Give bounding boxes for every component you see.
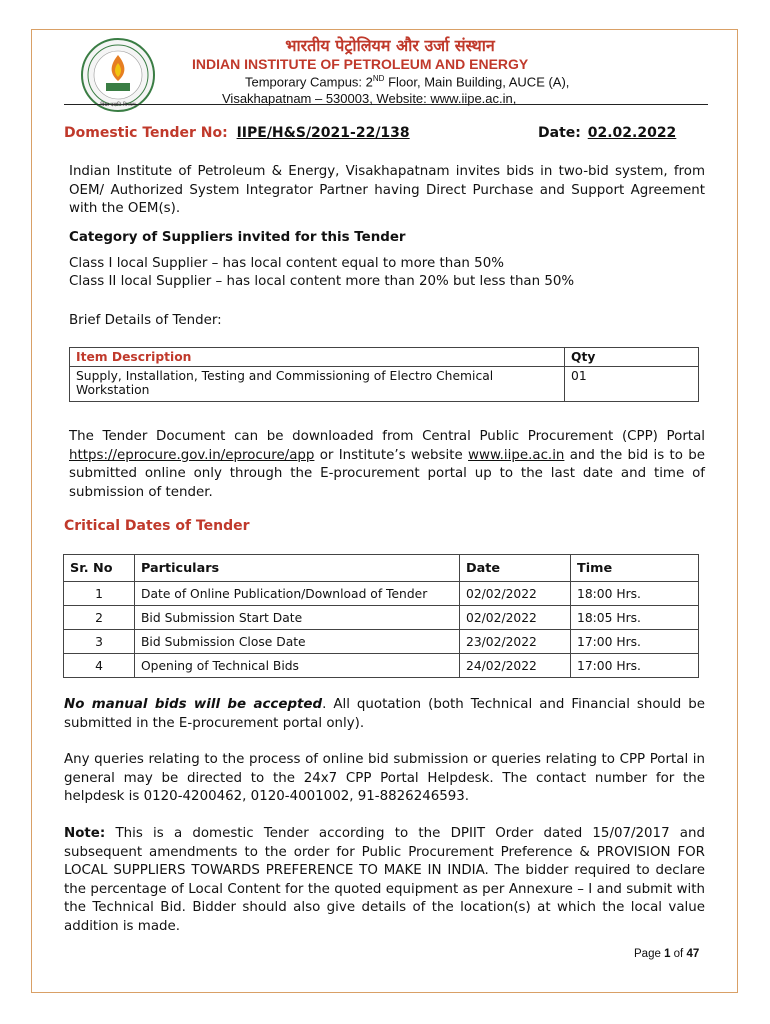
- manual-bids-paragraph: [64, 696, 705, 733]
- table-row: [64, 582, 699, 606]
- table-row: [64, 606, 699, 630]
- date: 02/02/2022: [460, 606, 571, 630]
- time: 18:00 Hrs.: [571, 582, 699, 606]
- download-paragraph: [69, 428, 705, 502]
- intro-paragraph: Indian Institute of Petroleum & Energy, Visakhapatnam invites bids in two-bid system, from OEM/ Authorized System Integrator Partner having Direct Purchase and Support Agreement with the OEM(s).: [69, 164, 705, 216]
- brief-details-label: Brief Details of Tender:: [69, 313, 222, 328]
- tender-number: [64, 125, 410, 141]
- tender-date-label: Date:: [538, 125, 581, 141]
- tender-number-label: Domestic Tender No:: [64, 125, 228, 141]
- date: 24/02/2022: [460, 654, 571, 678]
- page-total: 47: [686, 948, 700, 960]
- item-description-header: Item Description: [70, 348, 565, 367]
- qty-header: Qty: [565, 348, 699, 367]
- header-divider: [64, 104, 708, 105]
- logo-motto: विद्या ददाति विनयम्: [100, 102, 136, 108]
- cpp-portal-link[interactable]: https://eprocure.gov.in/eprocure/app: [69, 447, 315, 463]
- sr-no: 1: [64, 582, 135, 606]
- critical-dates-table: [63, 554, 699, 678]
- table-row: [64, 654, 699, 678]
- category-heading: Category of Suppliers invited for this Tender: [69, 230, 406, 245]
- note-paragraph: [64, 825, 705, 936]
- tender-date: [538, 125, 676, 141]
- download-text-mid: or Institute’s website: [314, 447, 469, 463]
- date-header: Date: [460, 555, 571, 582]
- critical-dates-heading: Critical Dates of Tender: [64, 518, 250, 534]
- particular: Bid Submission Close Date: [135, 630, 460, 654]
- page-word: Page: [634, 948, 665, 960]
- sr-no-header: Sr. No: [64, 555, 135, 582]
- sr-no: 3: [64, 630, 135, 654]
- time: 17:00 Hrs.: [571, 630, 699, 654]
- item-qty: 01: [565, 367, 699, 402]
- manual-bids-bold: No manual bids will be accepted: [64, 697, 323, 712]
- particular: Date of Online Publication/Download of Tender: [135, 582, 460, 606]
- date: 23/02/2022: [460, 630, 571, 654]
- institute-name: INDIAN INSTITUTE OF PETROLEUM AND ENERGY: [192, 56, 529, 72]
- class-1-supplier: Class I local Supplier – has local content equal to more than 50%: [69, 256, 504, 271]
- sr-no: 2: [64, 606, 135, 630]
- institute-website-link[interactable]: www.iipe.ac.in: [468, 447, 565, 463]
- items-table-header: [70, 348, 699, 367]
- date: 02/02/2022: [460, 582, 571, 606]
- dates-table-header: [64, 555, 699, 582]
- particular: Opening of Technical Bids: [135, 654, 460, 678]
- items-table: [69, 347, 699, 402]
- institute-logo: [80, 37, 156, 113]
- particulars-header: Particulars: [135, 555, 460, 582]
- download-text-pre: The Tender Document can be downloaded from Central Public Procurement (CPP) Portal: [69, 429, 705, 444]
- hindi-title: भारतीय पेट्रोलियम और उर्जा संस्थान: [285, 36, 495, 55]
- manual-bids-rest: . All quotation (both Technical and Financial should be submitted in the E-procurement portal only).: [64, 697, 705, 731]
- item-description: Supply, Installation, Testing and Commissioning of Electro Chemical Workstation: [70, 367, 565, 402]
- particular: Bid Submission Start Date: [135, 606, 460, 630]
- page-current: 1: [664, 948, 671, 960]
- address-sup: ND: [372, 74, 385, 83]
- address-post: Floor, Main Building, AUCE (A),: [384, 74, 570, 90]
- queries-paragraph: Any queries relating to the process of online bid submission or queries relating to CPP Portal in general may be directed to the 24x7 CPP Portal Helpdesk. The contact number for the helpdesk is 0120-4200462, 0120-4001002, 91-8826246593.: [64, 752, 705, 804]
- note-text: This is a domestic Tender according to the DPIIT Order dated 15/07/2017 and subsequent amendments to the order for Public Procurement Preference & PROVISION FOR LOCAL SUPPLIERS TOWARDS PREFERENCE TO MAKE IN INDIA. The bidder required to declare the percentage of Local Content for the quoted equipment as per Annexure – I and submit with the Technical Bid. Bidder should also give details of the location(s) at which the local value addition is made.: [64, 826, 705, 934]
- download-text-post: and the bid is to be submitted online only through the E-procurement portal up to the last date and time of submission of tender.: [69, 447, 705, 500]
- sr-no: 4: [64, 654, 135, 678]
- tender-date-value: 02.02.2022: [587, 125, 677, 141]
- note-label: Note:: [64, 826, 106, 841]
- page-number: [634, 948, 699, 960]
- address-line-2: Visakhapatnam – 530003, Website: www.iipe.ac.in,: [222, 91, 517, 106]
- page-of-word: of: [670, 948, 687, 960]
- time: 17:00 Hrs.: [571, 654, 699, 678]
- address-pre: Temporary Campus: 2: [245, 74, 373, 90]
- time: 18:05 Hrs.: [571, 606, 699, 630]
- table-row: [64, 630, 699, 654]
- class-2-supplier: Class II local Supplier – has local content more than 20% but less than 50%: [69, 274, 575, 289]
- address-line-1: [245, 74, 569, 89]
- time-header: Time: [571, 555, 699, 582]
- table-row: [70, 367, 699, 402]
- tender-number-value: IIPE/H&S/2021-22/138: [236, 125, 410, 141]
